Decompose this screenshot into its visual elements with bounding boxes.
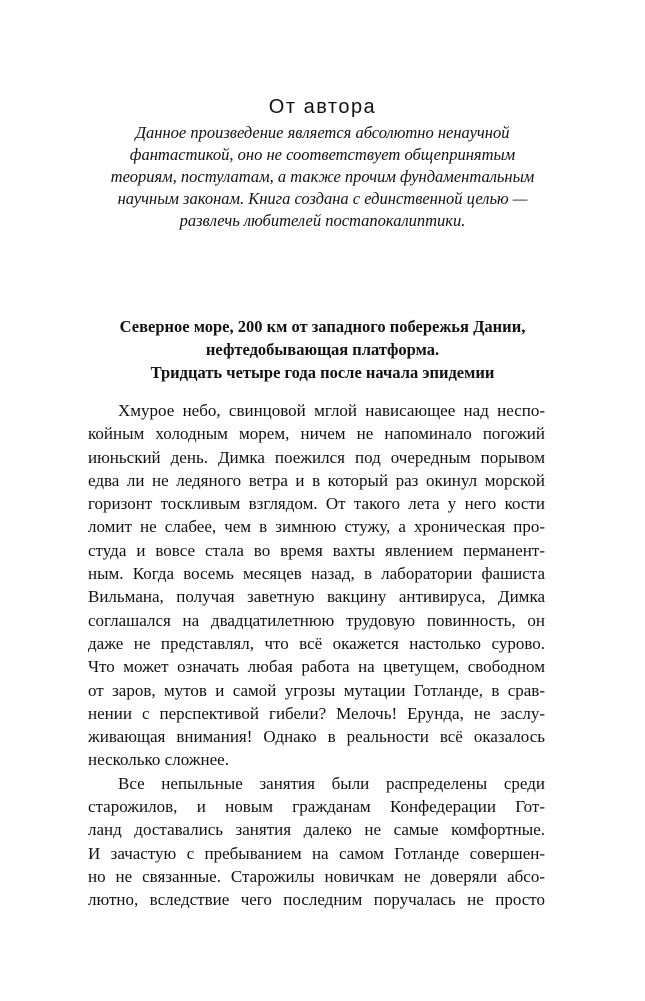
body-line: лютно, вследствие чего последним поручалась не просто (88, 890, 545, 910)
body-line: но не связанные. Старожилы новичкам не доверяли абсо- (88, 866, 545, 886)
body-line: Вильмана, получая заветную вакцину антивируса, Димка (88, 587, 545, 607)
body-line: ломит не слабее, чем в зимнюю стужу, а хроническая про- (88, 517, 545, 537)
body-line: едва ли не ледяного ветра и в который раз окинул морской (88, 470, 545, 490)
body-text (88, 399, 545, 912)
foreword-line: Данное произведение является абсолютно ненаучной (135, 123, 510, 142)
body-line: нении с перспективой гибели? Мелочь! Ерунда, не заслу- (88, 703, 545, 723)
chapter-heading (60, 315, 585, 384)
body-line: от заров, мутов и самой угрозы мутации Готланде, в срав- (88, 680, 545, 700)
body-line: горизонт тоскливым взглядом. От такого лета у него кости (88, 494, 545, 514)
body-line: Все непыльные занятия были распределены среди (118, 773, 545, 793)
body-line: живающая внимания! Однако в реальности всё оказалось (88, 727, 545, 747)
body-line: Что может означать любая работа на цветущем, свободном (88, 657, 545, 677)
body-line: студа и вовсе стала во время вахты явлением перманент- (88, 540, 545, 560)
foreword-line: развлечь любителей постапокалиптики. (179, 211, 466, 230)
body-line: ным. Когда восемь месяцев назад, в лаборатории фашиста (88, 564, 545, 584)
body-line: соглашался на двадцатилетнюю трудовую повинность, он (88, 610, 545, 630)
body-line: старожилов, и новым гражданам Конфедерации Гот- (88, 797, 545, 817)
chapter-heading-line: нефтедобывающая платформа. (205, 340, 440, 359)
foreword-line: фантастикой, оно не соответствует общепринятым (129, 145, 516, 164)
body-line: И зачастую с пребыванием на самом Готланде совершен- (88, 843, 545, 863)
body-line: Хмурое небо, свинцовой мглой нависающее над неспо- (118, 401, 545, 420)
body-line: ланд доставались занятия далеко не самые комфортные. (88, 820, 545, 840)
foreword-line: научным законам. Книга создана с единственной целью — (117, 189, 528, 208)
foreword-title: От автора (268, 96, 377, 118)
foreword-text (100, 122, 545, 232)
body-line: несколько сложнее. (88, 750, 229, 770)
body-line: даже не представлял, что всё окажется настолько сурово. (88, 633, 545, 653)
body-line: койным холодным морем, ничем не напоминало погожий (88, 424, 545, 444)
chapter-heading-line: Тридцать четыре года после начала эпидемии (150, 363, 495, 382)
foreword-line: теориям, постулатам, а также прочим фундаментальным (110, 167, 535, 186)
chapter-heading-line: Северное море, 200 км от западного побережья Дании, (119, 317, 526, 336)
body-line: июньский день. Димка поежился под очередным порывом (88, 447, 545, 467)
